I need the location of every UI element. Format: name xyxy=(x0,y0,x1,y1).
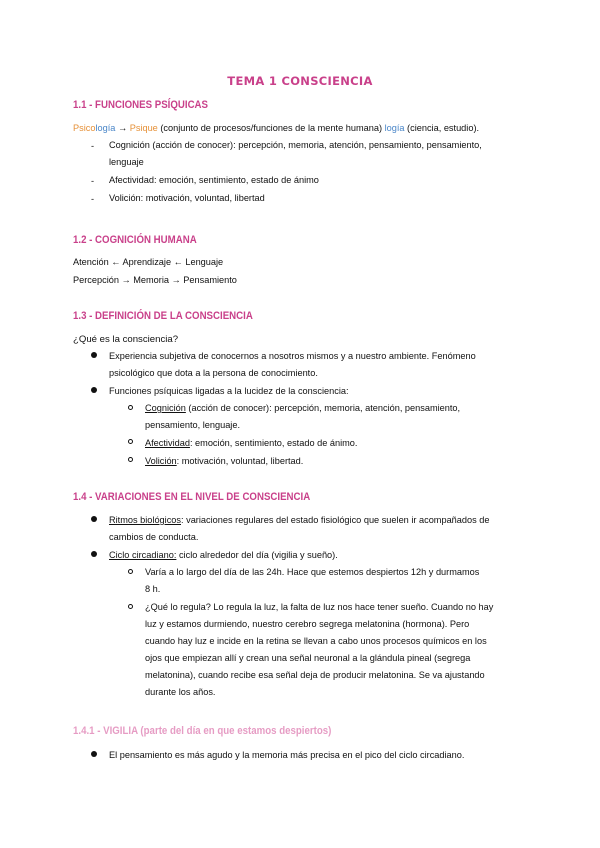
bullet-dot xyxy=(91,551,97,557)
list-item-line: Cognición (acción de conocer): percepción, memoria, atención, pensamiento, pensamiento, xyxy=(109,140,482,150)
circle-marker xyxy=(128,439,133,444)
sub-item-regula xyxy=(145,599,527,701)
psicologia-intro xyxy=(73,120,479,137)
bullet-funciones: Funciones psíquicas ligadas a la lucidez de la consciencia: xyxy=(109,386,349,396)
list-item-volicion: Volición: motivación, voluntad, libertad xyxy=(109,193,265,203)
sub-item-line: Varía a lo largo del día de las 24h. Hace que estemos despiertos 12h y durmamos xyxy=(145,567,480,577)
term-ritmos: Ritmos biológicos xyxy=(109,515,181,525)
section-heading-1-2: 1.2 - COGNICIÓN HUMANA xyxy=(73,234,197,246)
psique-definition: (conjunto de procesos/funciones de la mente humana) xyxy=(157,123,385,133)
sub-item-line: luz y estamos durmiendo, nuestro cerebro segrega melatonina (hormona). Pero xyxy=(145,619,470,629)
term-cognicion: Cognición xyxy=(145,403,186,413)
psique-word: Psique xyxy=(129,123,158,133)
term-afectividad: Afectividad xyxy=(145,438,190,448)
sub-item-line: melatonina), cuando recibe esa señal deja de producir melatonina. Se va ajustando xyxy=(145,670,485,680)
question-text: ¿Qué es la consciencia? xyxy=(73,334,179,345)
sub-item-text: : emoción, sentimiento, estado de ánimo. xyxy=(189,438,358,448)
list-item-line: lenguaje xyxy=(109,157,144,167)
logia-word: logía xyxy=(95,123,116,133)
sub-item-line: cuando hay luz e incide en la retina se llevan a cabo unos procesos químicos en los xyxy=(145,636,487,646)
bullet-dot xyxy=(91,751,97,757)
bullet-dot xyxy=(91,516,97,522)
circle-marker xyxy=(128,405,133,410)
bullet-ritmos xyxy=(109,512,527,546)
sub-item-line: ¿Qué lo regula? Lo regula la luz, la falta de luz nos hace tener sueño. Cuando no hay xyxy=(145,602,494,612)
bullet-dot xyxy=(91,387,97,393)
bullet-ciclo xyxy=(109,547,338,564)
list-item-cognicion xyxy=(109,137,527,171)
cognicion-line-2: Percepción → Memoria → Pensamiento xyxy=(73,275,237,285)
section-heading-1-4-1: 1.4.1 - VIGILIA (parte del día en que estamos despiertos) xyxy=(73,725,332,737)
term-volicion: Volición xyxy=(145,456,177,466)
section-heading-1-1: 1.1 - FUNCIONES PSÍQUICAS xyxy=(73,99,209,111)
bullet-dot xyxy=(91,352,97,358)
dash-marker: - xyxy=(91,141,95,151)
page-title: TEMA 1 CONSCIENCIA xyxy=(227,74,373,88)
bullet-text: : variaciones regulares del estado fisiológico que suelen ir acompañados de xyxy=(181,515,490,525)
section-heading-1-4: 1.4 - VARIACIONES EN EL NIVEL DE CONSCIENCIA xyxy=(73,491,311,503)
circle-marker xyxy=(128,457,133,462)
arrow-text: → xyxy=(115,123,130,133)
sub-item-cognicion xyxy=(145,400,527,434)
bullet-line: Experiencia subjetiva de conocernos a nosotros mismos y a nuestro ambiente. Fenómeno xyxy=(109,351,476,361)
bullet-line: cambios de conducta. xyxy=(109,532,199,542)
list-item-afectividad: Afectividad: emoción, sentimiento, estado de ánimo xyxy=(109,175,319,185)
section-heading-1-3: 1.3 - DEFINICIÓN DE LA CONSCIENCIA xyxy=(73,310,253,322)
bullet-text: ciclo alrededor del día (vigilia y sueño). xyxy=(176,550,338,560)
logia-word-2: logía xyxy=(384,123,405,133)
sub-item-line: 8 h. xyxy=(145,584,161,594)
psico-word: Psico xyxy=(73,123,96,133)
sub-item-text: (acción de conocer): percepción, memoria, atención, pensamiento, xyxy=(185,403,461,413)
sub-item-line: durante los años. xyxy=(145,687,216,697)
cognicion-line-1: Atención ← Aprendizaje ← Lenguaje xyxy=(73,257,224,267)
dash-marker: - xyxy=(91,176,95,186)
sub-item-afectividad xyxy=(145,435,357,452)
sub-item-text: : motivación, voluntad, libertad. xyxy=(176,456,304,466)
term-ciclo: Ciclo circadiano: xyxy=(109,550,177,560)
bullet-pensamiento: El pensamiento es más agudo y la memoria más precisa en el pico del ciclo circadiano. xyxy=(109,750,465,760)
circle-marker xyxy=(128,569,133,574)
logia-definition: (ciencia, estudio). xyxy=(404,123,480,133)
bullet-experiencia xyxy=(109,348,527,382)
sub-item-volicion xyxy=(145,453,303,470)
sub-item-line: pensamiento, lenguaje. xyxy=(145,420,241,430)
sub-item-line: ojos que empiezan allí y crean una señal neuronal a la glándula pineal (segrega xyxy=(145,653,471,663)
circle-marker xyxy=(128,604,133,609)
sub-item-varia xyxy=(145,564,527,598)
bullet-line: psicológico que dota a la persona de conocimiento. xyxy=(109,368,318,378)
dash-marker: - xyxy=(91,194,95,204)
